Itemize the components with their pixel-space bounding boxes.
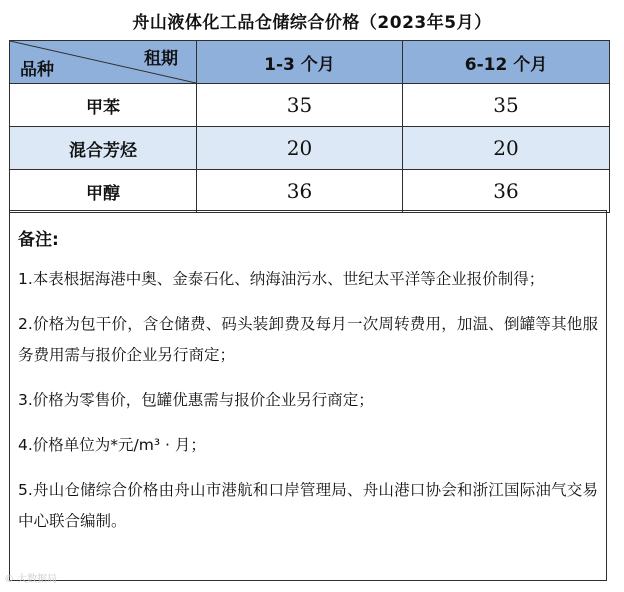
price-cell: 20	[197, 127, 403, 170]
note-item: 2.价格为包干价，含仓储费、码头装卸费及每月一次周转费用，加温、倒罐等其他服务费用需与报价企业另行商定；	[18, 315, 598, 364]
notes-section	[9, 210, 607, 581]
lease-term-label: 租期	[144, 49, 178, 69]
product-name: 甲醇	[10, 170, 197, 213]
product-name: 混合芳烃	[10, 127, 197, 170]
table-row	[10, 170, 610, 213]
corner-header-cell	[10, 41, 197, 84]
price-cell: 36	[197, 170, 403, 213]
price-cell: 36	[403, 170, 610, 213]
product-label: 品种	[20, 60, 54, 80]
table-row	[10, 127, 610, 170]
notes-heading: 备注:	[18, 230, 59, 250]
note-item: 5.舟山仓储综合价格由舟山市港航和口岸管理局、舟山港口协会和浙江国际油气交易中心联合编制。	[18, 481, 598, 530]
column-header-1-3-months: 1-3 个月	[197, 41, 403, 84]
column-header-6-12-months: 6-12 个月	[403, 41, 610, 84]
note-item: 4.价格单位为*元/m³ · 月；	[18, 436, 206, 454]
note-item: 1.本表根据海港中奥、金泰石化、纳海油污水、世纪太平洋等企业报价制得；	[18, 270, 545, 288]
table-header-row	[10, 41, 610, 84]
price-cell: 35	[197, 84, 403, 127]
table-row	[10, 84, 610, 127]
price-cell: 20	[403, 127, 610, 170]
price-cell: 35	[403, 84, 610, 127]
product-name: 甲苯	[10, 84, 197, 127]
watermark: © 大数据局	[4, 574, 58, 585]
note-item: 3.价格为零售价，包罐优惠需与报价企业另行商定；	[18, 391, 374, 409]
price-table	[9, 40, 610, 213]
page-title: 舟山液体化工品仓储综合价格（2023年5月）	[132, 13, 492, 33]
